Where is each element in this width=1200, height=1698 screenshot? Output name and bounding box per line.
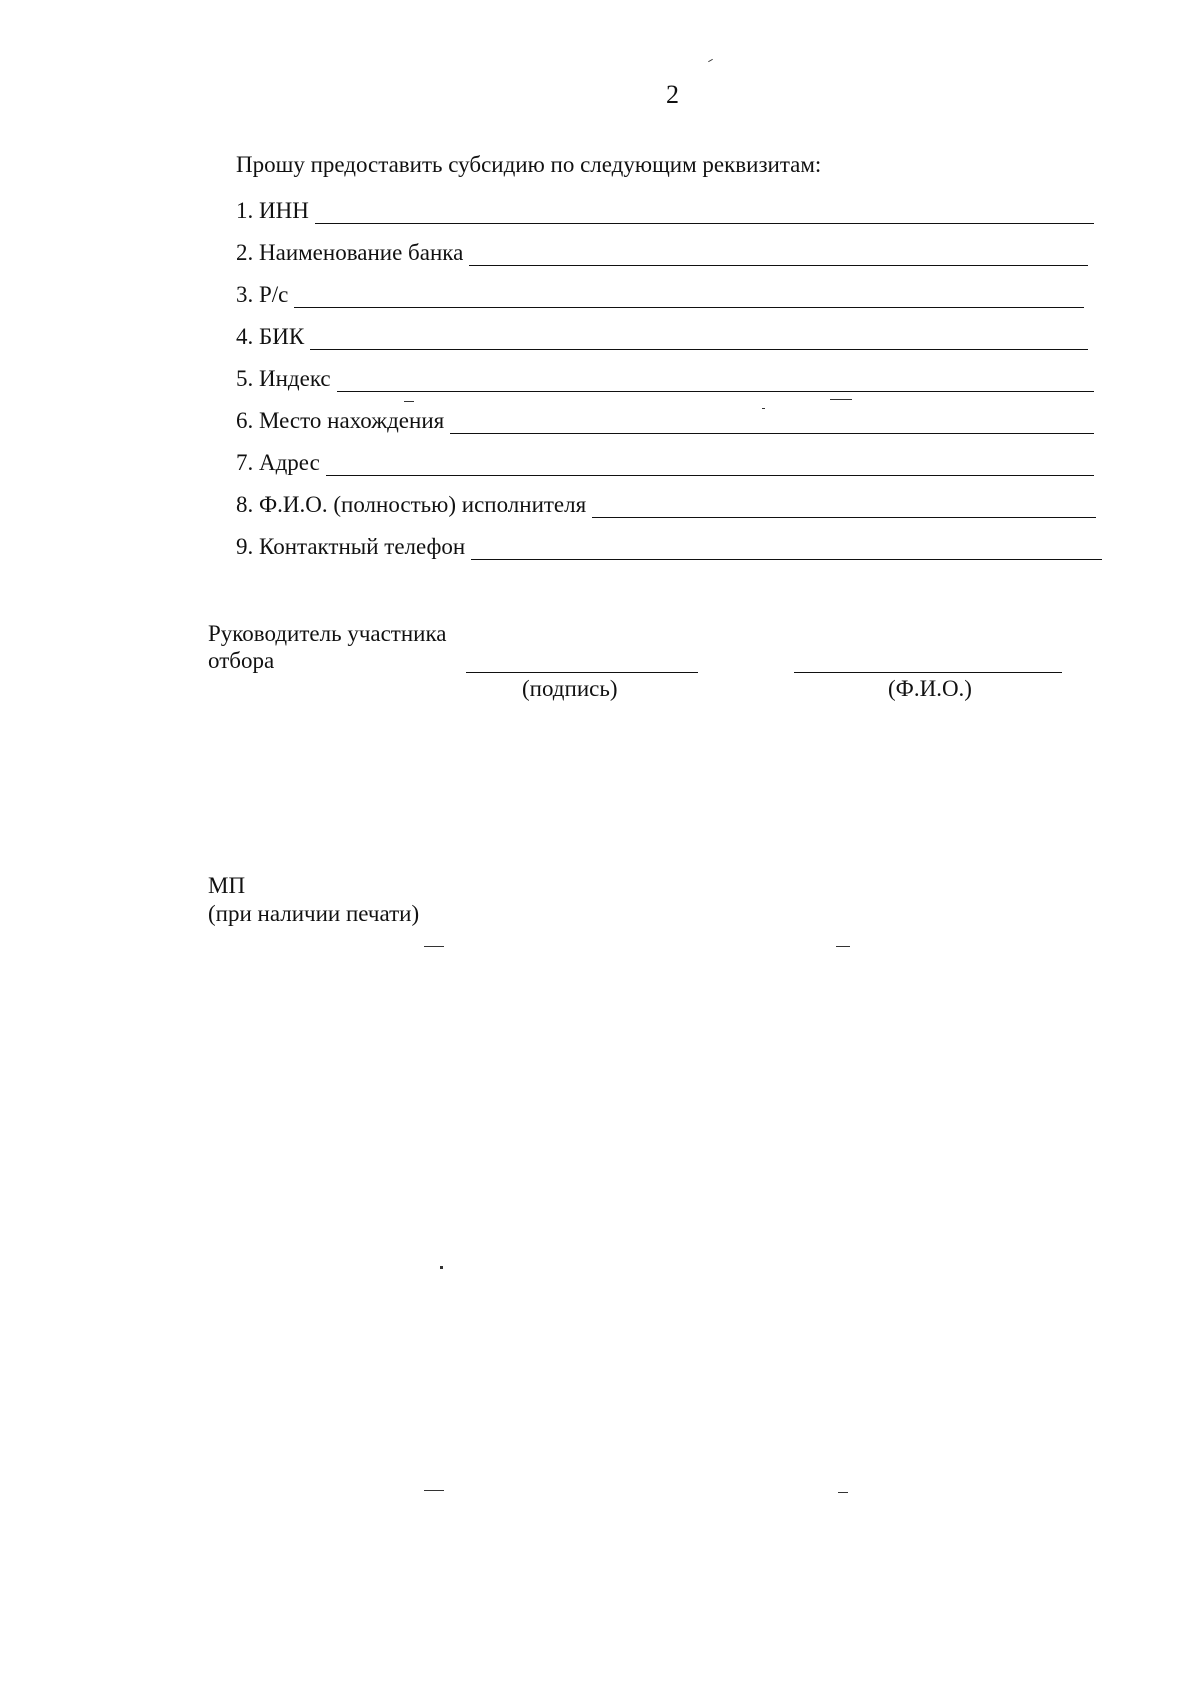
field-inn bbox=[236, 194, 1094, 224]
scan-speck bbox=[424, 946, 444, 947]
field-account bbox=[236, 278, 1084, 308]
field-executor-name bbox=[236, 488, 1096, 518]
signature-blank-line[interactable] bbox=[466, 672, 698, 673]
field-label: 5. Индекс bbox=[236, 366, 331, 391]
field-label: 2. Наименование банка bbox=[236, 240, 464, 265]
name-caption: (Ф.И.О.) bbox=[888, 676, 972, 701]
stamp-block bbox=[208, 872, 419, 928]
field-label: 4. БИК bbox=[236, 324, 305, 349]
scan-speck bbox=[440, 1266, 443, 1269]
signature-role bbox=[208, 620, 447, 674]
page-number: 2 bbox=[666, 80, 679, 109]
field-label: 3. Р/с bbox=[236, 282, 289, 307]
scan-speck bbox=[424, 1490, 444, 1491]
field-blank-line[interactable] bbox=[471, 537, 1102, 560]
field-label: 7. Адрес bbox=[236, 450, 320, 475]
field-index bbox=[236, 362, 1094, 392]
name-blank-line[interactable] bbox=[794, 672, 1062, 673]
field-blank-line[interactable] bbox=[315, 201, 1094, 224]
signature-role-line2: отбора bbox=[208, 648, 275, 673]
scan-speck bbox=[404, 401, 414, 402]
stamp-label: МП bbox=[208, 873, 246, 898]
field-label: 9. Контактный телефон bbox=[236, 534, 466, 559]
stamp-note: (при наличии печати) bbox=[208, 901, 420, 926]
field-blank-line[interactable] bbox=[326, 453, 1094, 476]
scan-speck bbox=[762, 408, 765, 409]
field-label: 6. Место нахождения bbox=[236, 408, 445, 433]
field-blank-line[interactable] bbox=[592, 495, 1096, 518]
field-blank-line[interactable] bbox=[294, 285, 1084, 308]
field-blank-line[interactable] bbox=[469, 243, 1088, 266]
field-label: 1. ИНН bbox=[236, 198, 309, 223]
signature-role-line1: Руководитель участника bbox=[208, 621, 447, 646]
field-bik bbox=[236, 320, 1088, 350]
scan-speck bbox=[830, 399, 852, 400]
field-location bbox=[236, 404, 1094, 434]
field-blank-line[interactable] bbox=[337, 369, 1094, 392]
field-bank-name bbox=[236, 236, 1088, 266]
scan-speck bbox=[838, 1492, 848, 1493]
field-blank-line[interactable] bbox=[450, 411, 1094, 434]
field-blank-line[interactable] bbox=[310, 327, 1088, 350]
signature-caption: (подпись) bbox=[522, 676, 618, 701]
scan-speck bbox=[836, 946, 850, 947]
field-contact-phone bbox=[236, 530, 1102, 560]
intro-text: Прошу предоставить субсидию по следующим реквизитам: bbox=[236, 152, 822, 177]
field-label: 8. Ф.И.О. (полностью) исполнителя bbox=[236, 492, 587, 517]
scan-speck bbox=[708, 59, 713, 62]
field-address bbox=[236, 446, 1094, 476]
